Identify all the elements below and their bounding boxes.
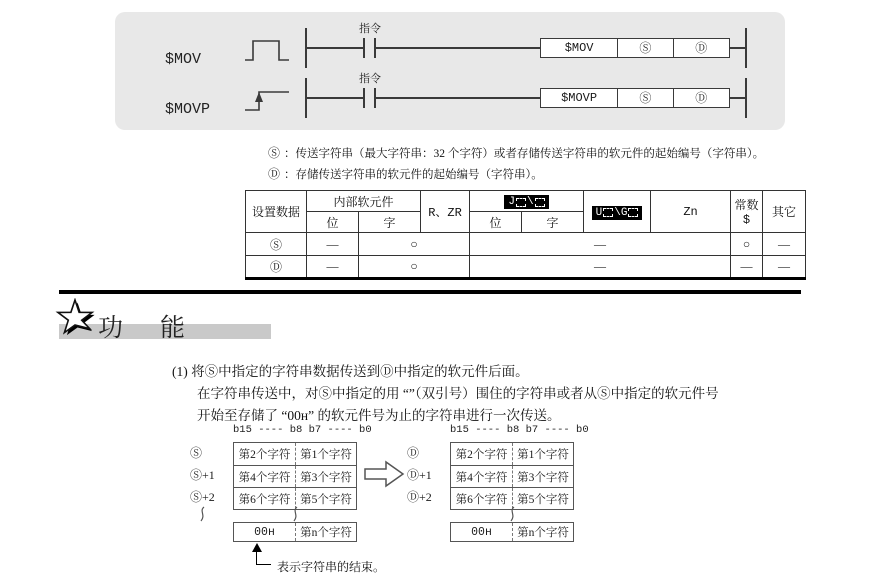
- cell-nth-char: 第n个字符: [512, 523, 573, 541]
- paragraph-line: [172, 361, 719, 383]
- rung-line: [376, 97, 540, 99]
- note-text: ：存储传送字符串的软元件的起始编号（字符串）。: [284, 169, 543, 181]
- contact-label: 指令: [359, 73, 381, 85]
- cell-high-byte: 第6个字符: [455, 493, 508, 506]
- constant-label: 常数: [734, 198, 759, 212]
- instruction-mnemonic: $MOVP: [561, 91, 598, 105]
- col-other: 其它: [763, 191, 806, 233]
- section-divider-rule: [59, 290, 801, 294]
- label-d2: Ⓓ+2: [407, 490, 432, 504]
- col-constant: [731, 191, 763, 233]
- chip-text: \: [527, 196, 534, 208]
- note-text: ：传送字符串（最大字符串：32 个字符）或者存储传送字符串的软元件的起始编号（字符串）。: [284, 148, 765, 160]
- rising-edge-trigger-icon: [243, 86, 293, 114]
- rung-line: [305, 97, 363, 99]
- paragraph-line: 开始至存储了 “00ʜ” 的软元件号为止的字符串进行一次传送。: [197, 408, 561, 423]
- destination-memory-box: [450, 442, 574, 510]
- label-s: Ⓢ: [190, 446, 203, 460]
- cell-other: —: [763, 256, 806, 279]
- terminator-annotation: 表示字符串的结束。: [277, 560, 386, 574]
- d-symbol: Ⓓ: [268, 167, 281, 181]
- memory-row: [234, 465, 356, 487]
- cell-constant: ○: [731, 233, 763, 256]
- break-squiggle: [507, 506, 517, 522]
- operand-d: Ⓓ: [673, 39, 729, 57]
- col-link-direct: [470, 191, 584, 212]
- operand-s: Ⓢ: [617, 89, 672, 107]
- cell-low-byte: 第3个字符: [295, 466, 356, 487]
- chip-text: \G: [614, 206, 628, 219]
- break-squiggle: [197, 506, 207, 522]
- contact-bar: [363, 88, 365, 108]
- memory-row: [451, 443, 573, 465]
- cell-other: —: [763, 233, 806, 256]
- destination-labels: [407, 442, 453, 508]
- chip-text: J: [508, 196, 516, 208]
- break-squiggle: [290, 506, 300, 522]
- cell-low-byte: 第1个字符: [295, 443, 356, 465]
- row-label-d: Ⓓ: [246, 256, 307, 279]
- j-device-chip: [504, 195, 548, 209]
- box-glyph: [628, 208, 638, 217]
- rung-line: [730, 47, 745, 49]
- bit-range-header-left: b15 ---- b8 b7 ---- b0: [233, 424, 372, 436]
- function-paragraph: [172, 361, 719, 427]
- subcol-bit: 位: [307, 212, 359, 233]
- box-glyph: [603, 208, 613, 217]
- cell-middle: —: [470, 233, 731, 256]
- cell-low-byte: 第5个字符: [295, 488, 356, 509]
- star-icon: [55, 298, 99, 342]
- label-s1: Ⓢ+1: [190, 468, 215, 482]
- row-label-s: Ⓢ: [246, 233, 307, 256]
- cell-low-byte: 第3个字符: [512, 466, 573, 487]
- cell-bit: —: [307, 233, 359, 256]
- contact-bar: [363, 38, 365, 58]
- cell-middle: —: [470, 256, 731, 279]
- table-row-d: [246, 256, 806, 279]
- chip-text: U: [595, 206, 603, 219]
- col-setting-data: 设置数据: [246, 191, 307, 233]
- col-internal-device: 内部软元件: [307, 191, 421, 212]
- transfer-arrow-icon: [364, 460, 406, 488]
- instruction-name: $MOVP: [165, 101, 211, 118]
- rung-line: [730, 97, 745, 99]
- cell-null-terminator: 00ʜ: [471, 525, 492, 539]
- cell-high-byte: 第4个字符: [238, 471, 291, 484]
- constant-type: $: [742, 213, 751, 227]
- section-title: 功 能: [98, 315, 192, 342]
- operand-note-s: [268, 144, 764, 161]
- bit-range-header-right: b15 ---- b8 b7 ---- b0: [450, 424, 589, 436]
- table-row-s: [246, 233, 806, 256]
- item-number: (1): [172, 364, 188, 379]
- box-glyph: [516, 198, 526, 207]
- level-trigger-icon: [243, 36, 293, 64]
- instruction-mnemonic: $MOV: [564, 41, 594, 55]
- source-memory-box: [233, 442, 357, 510]
- cell-high-byte: 第6个字符: [238, 493, 291, 506]
- cell-low-byte: 第1个字符: [512, 443, 573, 465]
- right-power-rail: [745, 28, 747, 68]
- instruction-format-panel: [115, 12, 785, 130]
- source-labels: [190, 442, 236, 508]
- instruction-box: [540, 88, 730, 108]
- instruction-name: $MOV: [165, 51, 202, 68]
- cell-high-byte: 第2个字符: [455, 449, 508, 461]
- operand-note-d: [268, 165, 543, 182]
- cell-word-rzr: ○: [359, 233, 470, 256]
- instruction-box: [540, 38, 730, 58]
- cell-null-terminator: 00ʜ: [254, 525, 275, 539]
- cell-high-byte: 第2个字符: [238, 449, 291, 461]
- memory-row: [234, 443, 356, 465]
- usable-device-table: [245, 190, 806, 280]
- cell-bit: —: [307, 256, 359, 279]
- rung-line: [376, 47, 540, 49]
- subcol-link-word: 字: [522, 212, 584, 233]
- label-d: Ⓓ: [407, 446, 420, 460]
- annotation-leader-line: [256, 551, 271, 565]
- col-r-zr: R、ZR: [421, 191, 470, 233]
- col-intelligent-module: [584, 191, 651, 233]
- contact-label: 指令: [359, 23, 381, 35]
- paragraph-line: 在字符串传送中，对Ⓢ中指定的用 “”（双引号）围住的字符串或者从Ⓢ中指定的软元件号: [197, 386, 719, 401]
- box-glyph: [535, 198, 545, 207]
- cell-nth-char: 第n个字符: [295, 523, 356, 541]
- rung-line: [305, 47, 363, 49]
- u-device-chip: [592, 206, 643, 220]
- label-d1: Ⓓ+1: [407, 468, 432, 482]
- cell-constant: —: [731, 256, 763, 279]
- memory-row: [451, 465, 573, 487]
- subcol-link-bit: 位: [470, 212, 522, 233]
- s-symbol: Ⓢ: [268, 146, 281, 160]
- cell-word-rzr: ○: [359, 256, 470, 279]
- source-terminator-box: [233, 522, 357, 542]
- paragraph-text: 将Ⓢ中指定的字符串数据传送到Ⓓ中指定的软元件后面。: [191, 364, 529, 379]
- label-s2: Ⓢ+2: [190, 490, 215, 504]
- cell-high-byte: 第4个字符: [455, 471, 508, 484]
- right-power-rail: [745, 78, 747, 118]
- operand-d: Ⓓ: [673, 89, 729, 107]
- operand-s: Ⓢ: [617, 39, 672, 57]
- destination-terminator-box: [450, 522, 574, 542]
- cell-low-byte: 第5个字符: [512, 488, 573, 509]
- col-zn: Zn: [651, 191, 731, 233]
- subcol-word: 字: [359, 212, 421, 233]
